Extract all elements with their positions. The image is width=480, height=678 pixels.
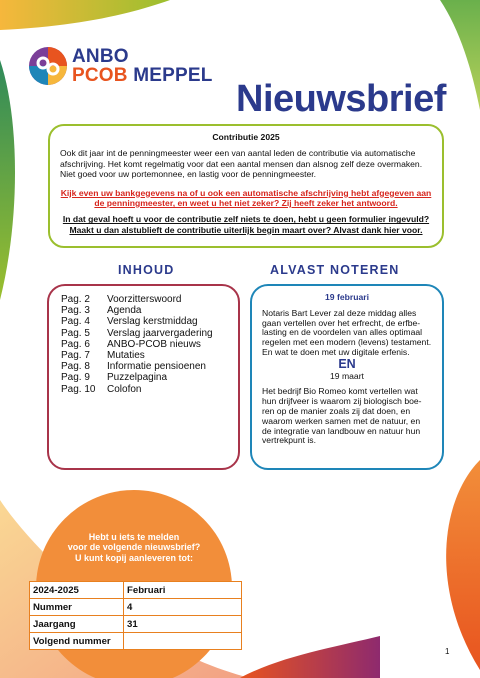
decorative-wave-top-left [0,0,170,40]
toc-title: Verslag kerstmiddag [107,316,198,328]
inhoud-heading: INHOUD [118,263,175,277]
decorative-wave-bottom-right [420,460,480,670]
page-number: 1 [445,647,450,656]
toc-page: Pag. 2 [61,294,90,305]
toc-title: Colofon [107,383,142,395]
toc-row [61,339,238,350]
event-text-2: Het bedrijf Bio Romeo komt vertellen wat hun drijfveer is waarom zij biologisch boe-ren op de manier zoals zij dat doen, en waarom werken samen met de natuur, en de integratie van landbouw en natuur hun vertrekpunt is. [262,386,422,446]
info-value [124,633,242,650]
edition-info-table [29,581,242,650]
toc-title: ANBO-PCOB nieuws [107,338,201,350]
toc-title: Mutaties [107,350,145,362]
toc-title: Voorzitterswoord [107,294,182,305]
toc-row [61,350,238,361]
toc-row [61,328,238,339]
toc-row [61,372,238,383]
noteren-heading: ALVAST NOTEREN [270,263,400,277]
event-date-1: 19 februari [325,292,369,302]
toc-row [61,294,238,305]
toc-title: Verslag jaarvergadering [107,327,213,339]
toc-row [61,305,238,316]
info-key: Volgend nummer [30,633,124,650]
info-value: 31 [124,616,242,633]
inhoud-box [47,284,240,470]
info-key: Nummer [30,599,124,616]
contributie-box [48,124,444,248]
info-value: Februari [124,582,242,599]
decorative-wave-bottom [240,636,380,678]
toc-page: Pag. 8 [61,361,90,373]
toc-title: Informatie pensioenen [107,361,206,373]
event-date-2: 19 maart [330,370,364,381]
info-key: 2024-2025 [30,582,124,599]
table-row [30,616,242,633]
kopij-line-1: Hebt u iets te melden [88,532,180,542]
noteren-box [250,284,444,470]
logo-meppel: MEPPEL [133,65,213,86]
toc-page: Pag. 10 [61,383,96,395]
contributie-heading: Contributie 2025 [212,132,280,142]
toc-page: Pag. 4 [61,316,90,328]
contributie-paragraph: Ook dit jaar int de penningmeester weer een van aantal leden de contributie via automatische afschrijving. Het komt regelmatig voor dat een aantal mensen dan alsnog zelf deze overmaken. Niet goed voor uw portemonnee, en lastig voor de penningmeester. [60,148,423,180]
kopij-line-3: U kunt kopij aanleveren tot: [74,552,194,563]
toc-page: Pag. 9 [61,372,90,384]
table-row [30,582,242,599]
info-value: 4 [124,599,242,616]
event-text-1: Notaris Bart Lever zal deze middag alles gaan vertellen over het erfrecht, de erfbe-lasting en de voordelen van alles optimaal regelen met een modern (levens) testament. En wat te doen met uw digitale erfenis. [262,307,432,357]
logo-pcob: PCOB [72,65,128,86]
toc-page: Pag. 5 [61,327,90,339]
toc-title: Agenda [107,305,142,317]
kopij-line-2: voor de volgende nieuwsbrief? [67,542,201,553]
info-key: Jaargang [30,616,124,633]
toc-row [61,361,238,372]
contributie-notice: In dat geval hoeft u voor de contributie zelf niets te doen, hebt u geen formulier ingevuld? Maakt u dan alstublieft de contributie uiterlijk begin maart over? Alvast dank hier voor. [62,214,430,235]
toc-row [61,384,238,395]
table-row [30,599,242,616]
contributie-red-notice: Kijk even uw bankgegevens na of u ook een automatische afschrijving hebt afgegeven aan de penningmeester, en weet u het niet zeker? Zij heeft zeker het antwoord. [60,187,432,209]
toc-page: Pag. 7 [61,350,90,362]
anbo-pcob-logo [28,46,213,86]
toc-page: Pag. 6 [61,338,90,350]
table-row [30,633,242,650]
toc-row [61,316,238,327]
anbo-pcob-logo-icon [28,46,68,86]
event-separator: EN [338,356,356,371]
toc-page: Pag. 3 [61,305,90,317]
kopij-text [40,532,228,563]
newsletter-title: Nieuwsbrief [236,78,446,120]
toc-title: Puzzelpagina [107,372,168,384]
logo-anbo: ANBO [72,46,129,67]
